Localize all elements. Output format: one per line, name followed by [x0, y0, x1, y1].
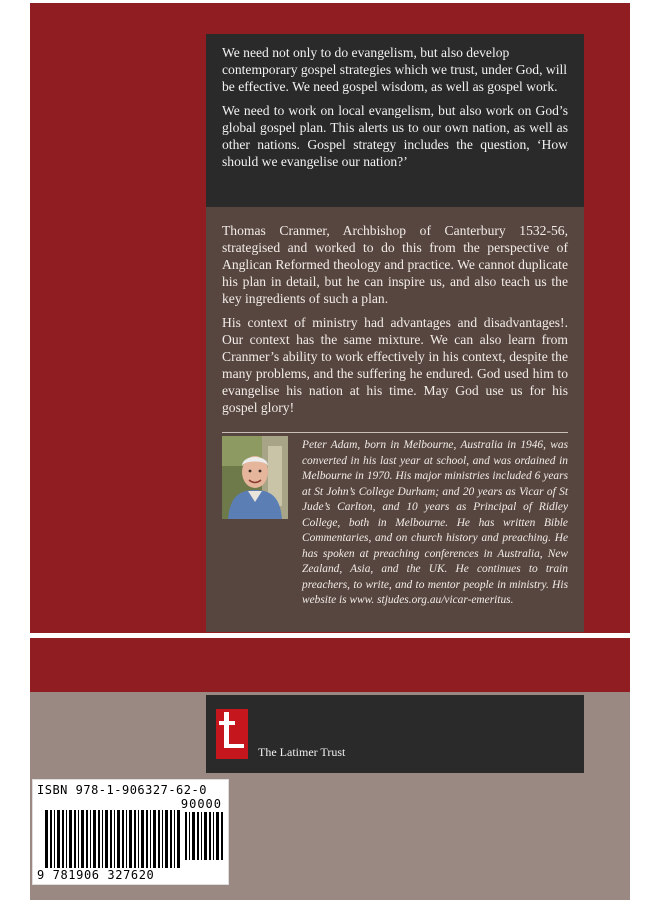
ean-digits: 9 781906 327620 — [37, 868, 155, 882]
publisher-name: The Latimer Trust — [258, 745, 346, 759]
publisher-box — [206, 695, 584, 773]
white-stripe — [30, 633, 630, 638]
isbn-label: ISBN 978-1-906327-62-0 — [37, 783, 207, 797]
author-photo — [222, 436, 288, 519]
isbn-barcode — [32, 779, 229, 885]
description-panel — [206, 207, 584, 632]
book-back-cover — [30, 3, 630, 900]
section-divider — [222, 432, 568, 433]
intro-text-panel — [206, 34, 584, 207]
author-bio: Peter Adam, born in Melbourne, Australia in 1946, was converted in his last year at school, and was ordained in Melbourne in 1970. His major ministries included 6 years at St John’s College Durham; and 20 years as Vicar of St Jude’s Carlton, and 10 years as Principal of Ridley College, both in Melbourne. He has written Bible Commentaries, and on church history and preaching. He has spoken at preaching conferences in Australia, New Zealand, Asia, and the UK. He continues to train preachers, to write, and to mentor people in ministry. His website is www. stjudes.org.au/vicar-emeritus. — [302, 439, 568, 606]
description-paragraph-1: Thomas Cranmer, Archbishop of Canterbury 1532-56, strategised and worked to do this from the perspective of Anglican Reformed theology and practice. We cannot duplicate his plan in detail, but he can inspire us, and also teach us the key ingredients of such a plan. — [222, 223, 568, 306]
intro-paragraph-1: We need not only to do evangelism, but also develop contemporary gospel strategies which we trust, under God, will be effective. We need gospel wisdom, as well as gospel work. — [222, 45, 568, 94]
price-addon-code: 90000 — [180, 797, 222, 811]
intro-paragraph-2: We need to work on local evangelism, but also work on God’s global gospel plan. This alerts us to our own nation, as well as other nations. Gospel strategy includes the question, ‘How should we evangelise our nation?’ — [222, 103, 568, 169]
ean-barcode-bars — [45, 810, 180, 870]
latimer-trust-logo — [216, 709, 248, 759]
addon-barcode-bars — [185, 812, 225, 862]
description-paragraph-2: His context of ministry had advantages and disadvantages!. Our context has the same mixture. We can also learn from Cranmer’s ability to work effectively in his context, despite the many problems, and the suffering he endured. God used him to evangelise his nation at his time. May God use us for his gospel glory! — [222, 315, 568, 415]
